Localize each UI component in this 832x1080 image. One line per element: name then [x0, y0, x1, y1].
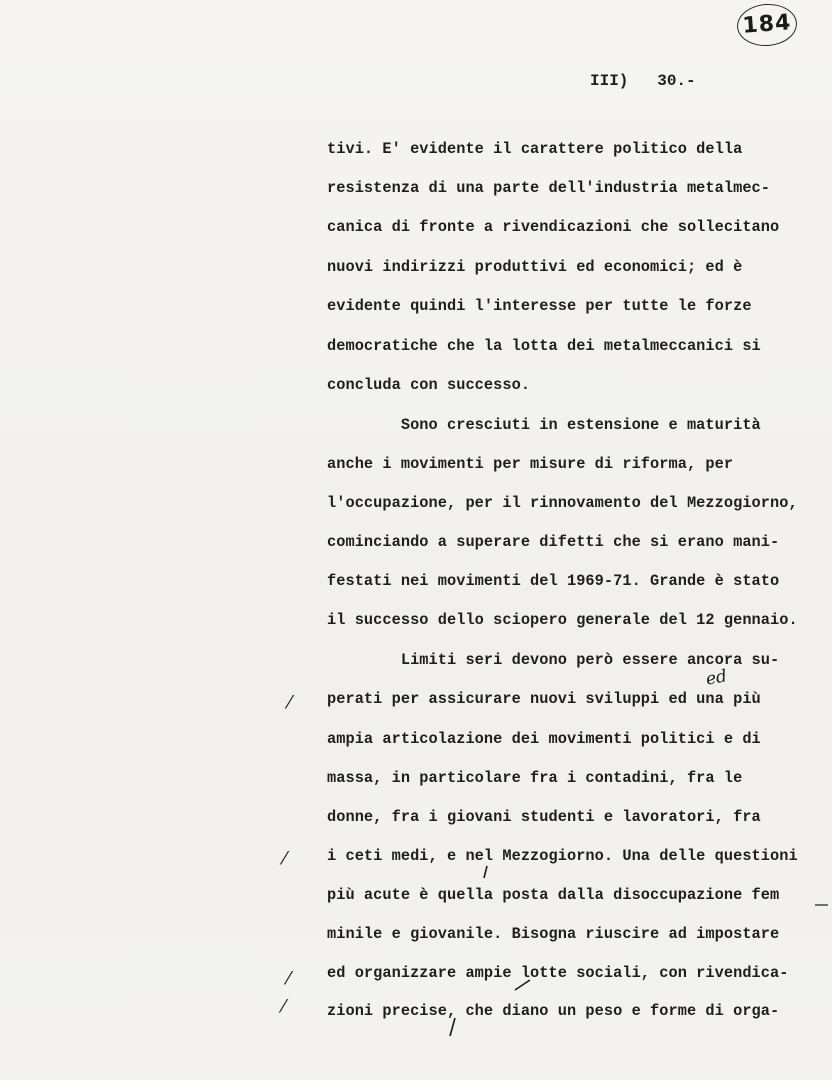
- text-line: i ceti medi, e nel Mezzogiorno. Una delle questioni: [327, 847, 798, 865]
- archive-page-stamp: 184: [736, 2, 799, 48]
- text-line: ed organizzare ampie lotte sociali, con rivendica-: [327, 964, 789, 982]
- text-line: minile e giovanile. Bisogna riuscire ad impostare: [327, 925, 780, 943]
- text-line: il successo dello sciopero generale del 12 gennaio.: [327, 611, 798, 629]
- text-line: Limiti seri devono però essere ancora su-: [327, 651, 780, 669]
- text-line: canica di fronte a rivendicazioni che sollecitano: [327, 218, 780, 236]
- text-line: cominciando a superare difetti che si erano mani-: [327, 533, 780, 551]
- margin-tick-icon: ⁄: [282, 996, 286, 1017]
- margin-tick-icon: ⁄: [287, 968, 291, 989]
- comma-mark: [484, 866, 487, 878]
- comma-mark: [515, 980, 530, 990]
- text-line: democratiche che la lotta dei metalmeccanici si: [327, 337, 761, 355]
- text-line: ampia articolazione dei movimenti politici e di: [327, 730, 761, 748]
- text-line: zioni precise, che diano un peso e forme di orga-: [327, 1002, 780, 1020]
- text-line: l'occupazione, per il rinnovamento del Mezzogiorno,: [327, 494, 798, 512]
- text-line: festati nei movimenti del 1969-71. Grande è stato: [327, 572, 780, 590]
- text-line: massa, in particolare fra i contadini, fra le: [327, 769, 743, 787]
- text-line: donne, fra i giovani studenti e lavoratori, fra: [327, 808, 761, 826]
- page-number: III) 30.-: [590, 72, 696, 90]
- handwritten-correction: ed: [704, 666, 729, 690]
- text-line: tivi. E' evidente il carattere politico della: [327, 140, 743, 158]
- comma-mark: [450, 1018, 455, 1036]
- text-line: concluda con successo.: [327, 376, 531, 394]
- text-line: resistenza di una parte dell'industria metalmec-: [327, 179, 771, 197]
- text-line: anche i movimenti per misure di riforma, per: [327, 455, 734, 473]
- text-line: nuovi indirizzi produttivi ed economici; ed è: [327, 258, 743, 276]
- text-line: più acute è quella posta dalla disoccupazione fem: [327, 886, 780, 904]
- text-line: evidente quindi l'interesse per tutte le forze: [327, 297, 752, 315]
- margin-tick-icon: ⁄: [283, 848, 287, 869]
- margin-tick-icon: ⁄: [288, 692, 292, 713]
- text-line: Sono cresciuti in estensione e maturità: [327, 416, 761, 434]
- text-line: perati per assicurare nuovi sviluppi ed una più: [327, 690, 761, 708]
